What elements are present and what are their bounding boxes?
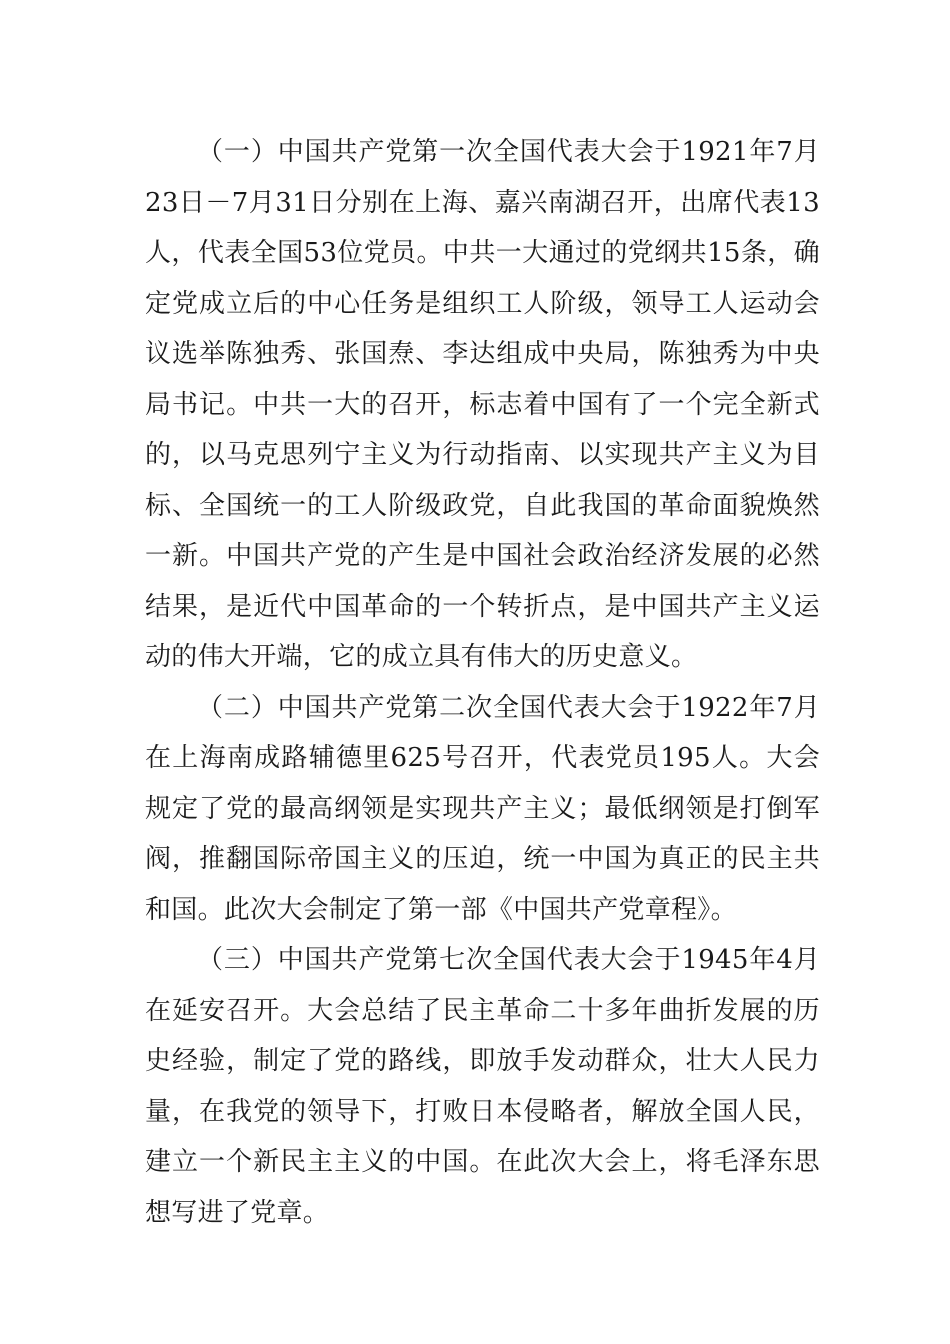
paragraph-first-congress: （一）中国共产党第一次全国代表大会于1921年7月23日－7月31日分别在上海、嘉兴南湖召开，出席代表13人，代表全国53位党员。中共一大通过的党纲共15条，确定党成立后的中心任务是组织工人阶级，领导工人运动会议选举陈独秀、张国焘、李达组成中央局，陈独秀为中央局书记。中共一大的召开，标志着中国有了一个完全新式的，以马克思列宁主义为行动指南、以实现共产主义为目标、全国统一的工人阶级政党，自此我国的革命面貌焕然一新。中国共产党的产生是中国社会政治经济发展的必然结果，是近代中国革命的一个转折点，是中国共产主义运动的伟大开端，它的成立具有伟大的历史意义。 [145, 137, 820, 672]
document-body [145, 127, 820, 1238]
paragraph-seventh-congress: （三）中国共产党第七次全国代表大会于1945年4月在延安召开。大会总结了民主革命二十多年曲折发展的历史经验，制定了党的路线，即放手发动群众，壮大人民力量，在我党的领导下，打败日本侵略者，解放全国人民，建立一个新民主主义的中国。在此次大会上，将毛泽东思想写进了党章。 [145, 945, 820, 1228]
paragraph-second-congress: （二）中国共产党第二次全国代表大会于1922年7月在上海南成路辅德里625号召开，代表党员195人。大会规定了党的最高纲领是实现共产主义；最低纲领是打倒军阀，推翻国际帝国主义的压迫，统一中国为真正的民主共和国。此次大会制定了第一部《中国共产党章程》。 [145, 692, 820, 925]
